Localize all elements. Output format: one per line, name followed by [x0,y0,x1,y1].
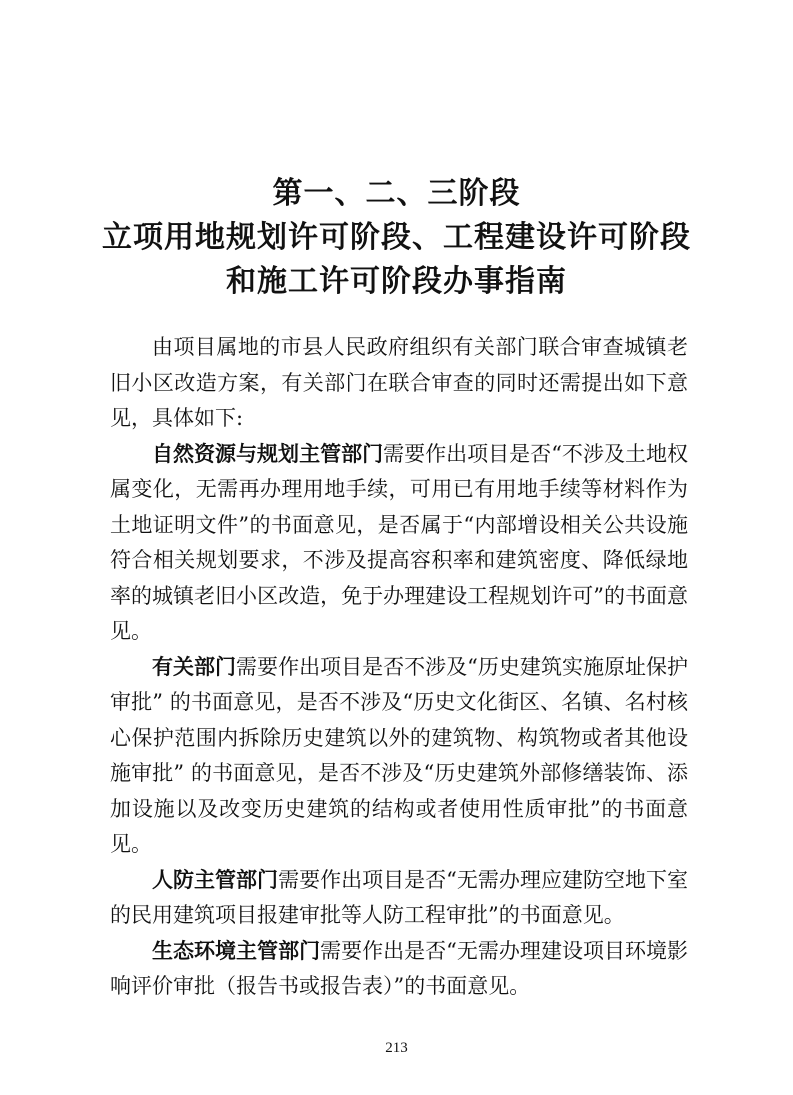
paragraph-lead: 人防主管部门 [152,867,279,892]
paragraph-text: 需要作出项目是否不涉及“历史建筑实施原址保护审批” 的书面意见，是否不涉及“历史文化街区、名镇、名村核心保护范围内拆除历史建筑以外的建筑物、构筑物或者其他设施审批” 的书面意见，是否不涉及“历史建筑外部修缮装饰、添加设施以及改变历史建筑的结构或者使用性质审批”的书面意见。 [110,654,689,856]
paragraph-lead: 生态环境主管部门 [152,938,321,963]
paragraph-ecology-environment [110,934,688,1005]
paragraph-lead: 有关部门 [152,654,237,679]
paragraph-text: 需要作出是否“无需办理建设项目环境影响评价审批（报告书或报告表）”的书面意见。 [110,938,689,998]
page-number: 213 [385,1040,408,1056]
paragraph-text: 需要作出项目是否“不涉及土地权属变化，无需再办理用地手续，可用已有用地手续等材料作为土地证明文件”的书面意见，是否属于“内部增设相关公共设施符合相关规划要求，不涉及提高容积率和建筑密度、降低绿地率的城镇老旧小区改造，免于办理建设工程规划许可”的书面意见。 [110,441,688,643]
title-line-1: 第一、二、三阶段 [272,176,521,211]
document-title [0,172,793,304]
paragraph-lead: 自然资源与规划主管部门 [152,441,384,466]
paragraph-relevant-departments [110,650,688,863]
title-line-2: 立项用地规划许可阶段、工程建设许可阶段 [102,220,691,255]
title-line-3: 和施工许可阶段办事指南 [226,264,567,299]
intro-paragraph: 由项目属地的市县人民政府组织有关部门联合审查城镇老旧小区改造方案，有关部门在联合审查的同时还需提出如下意见，具体如下: [110,335,688,430]
document-body [110,330,688,1005]
paragraph-text: 需要作出项目是否“无需办理应建防空地下室的民用建筑项目报建审批等人防工程审批”的书面意见。 [110,867,689,927]
paragraph-natural-resources [110,437,688,650]
paragraph-civil-defense [110,863,688,934]
